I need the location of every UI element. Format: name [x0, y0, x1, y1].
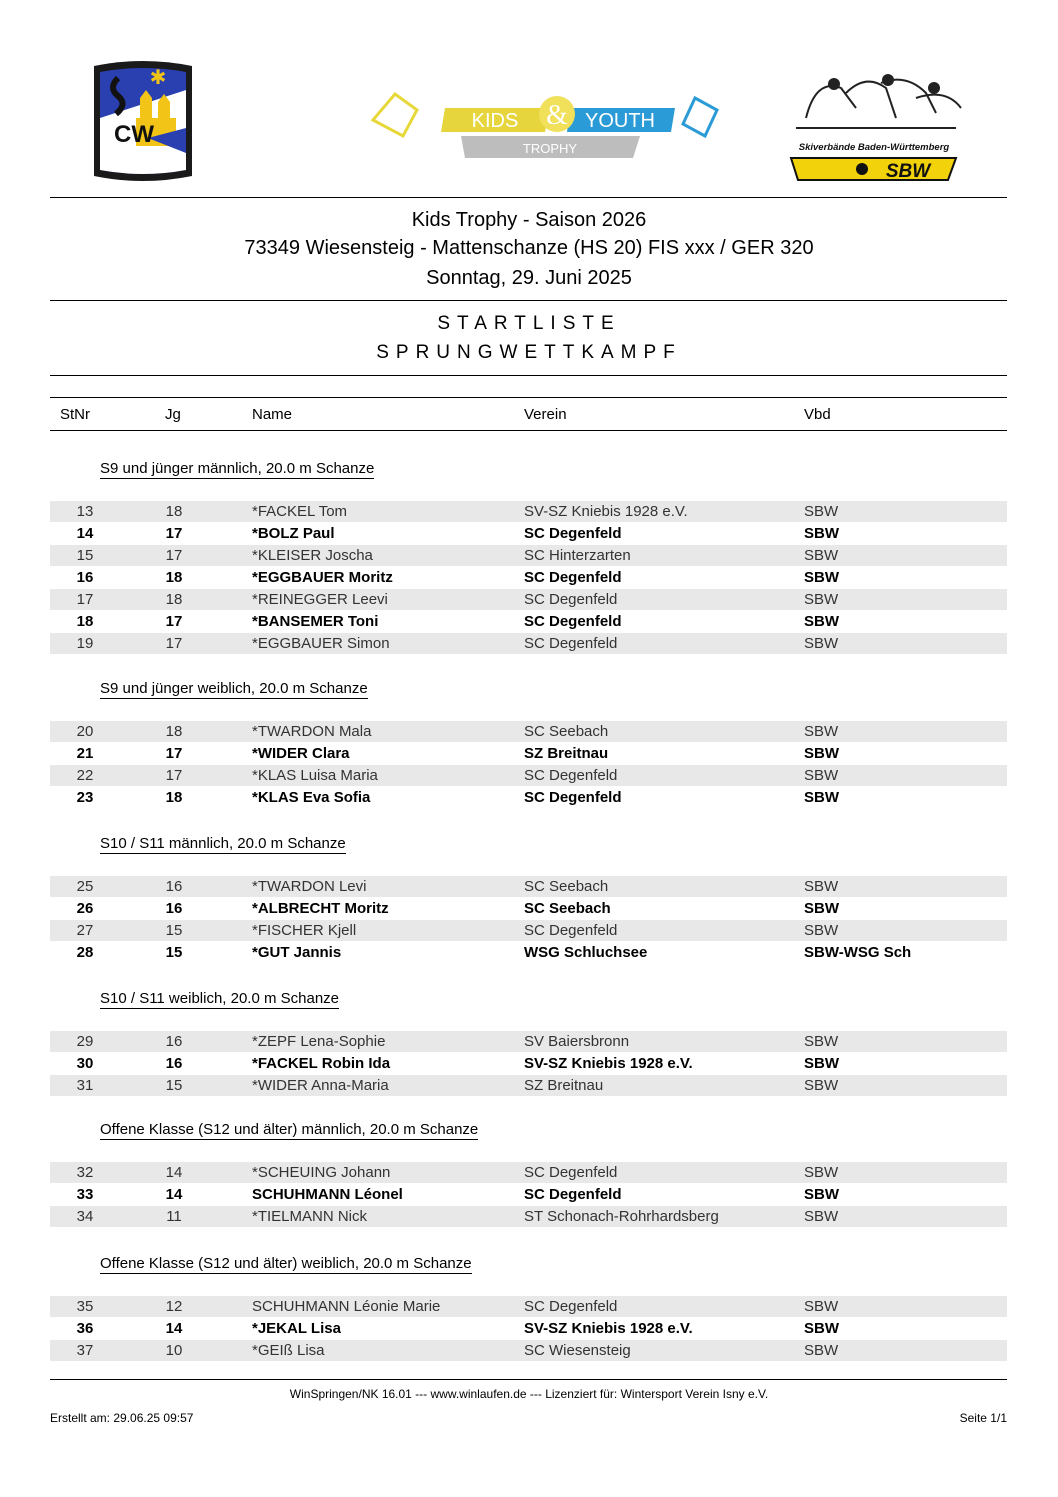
row-vbd: SBW — [804, 878, 839, 895]
group-title: S10 / S11 männlich, 20.0 m Schanze — [100, 835, 346, 852]
row-jg: 15 — [165, 944, 183, 961]
table-row — [50, 920, 1007, 941]
row-name: *ZEPF Lena-Sophie — [252, 1033, 386, 1050]
row-jg: 16 — [165, 1033, 183, 1050]
col-header-vbd: Vbd — [804, 406, 831, 423]
row-name: *TIELMANN Nick — [252, 1208, 368, 1225]
row-name: *FACKEL Robin Ida — [252, 1055, 391, 1072]
row-stnr: 22 — [76, 767, 94, 784]
group-title: S9 und jünger männlich, 20.0 m Schanze — [100, 460, 375, 477]
divider-colhdr-top — [50, 397, 1007, 398]
row-vbd: SBW — [804, 503, 839, 520]
row-name: *WIDER Clara — [252, 745, 350, 762]
sbw-caption-text: Skiverbände Baden-Württemberg — [798, 142, 950, 153]
row-vbd: SBW — [804, 767, 839, 784]
row-jg: 16 — [165, 900, 183, 917]
row-verein: SZ Breitnau — [524, 745, 609, 762]
sbw-logo — [786, 68, 966, 183]
row-vbd: SBW — [804, 1186, 839, 1203]
row-name: *GUT Jannis — [252, 944, 342, 961]
table-row — [50, 523, 1007, 544]
row-vbd: SBW — [804, 1033, 839, 1050]
row-jg: 16 — [165, 1055, 183, 1072]
row-verein: SZ Breitnau — [524, 1077, 604, 1094]
row-name: *SCHEUING Johann — [252, 1164, 391, 1181]
table-row — [50, 721, 1007, 742]
footer-software: WinSpringen/NK 16.01 --- www.winlaufen.de --- Lizenziert für: Wintersport Verein Isny e.V. — [289, 1387, 769, 1401]
table-row — [50, 942, 1007, 963]
row-name: *KLAS Luisa Maria — [252, 767, 378, 784]
row-stnr: 13 — [76, 503, 94, 520]
row-vbd: SBW — [804, 1320, 839, 1337]
row-verein: SV-SZ Kniebis 1928 e.V. — [524, 1320, 693, 1337]
col-header-name: Name — [252, 406, 293, 423]
row-stnr: 20 — [76, 723, 94, 740]
row-stnr: 23 — [76, 789, 94, 806]
row-verein: SC Degenfeld — [524, 922, 618, 939]
row-verein: ST Schonach-Rohrhardsberg — [524, 1208, 719, 1225]
row-jg: 14 — [165, 1320, 183, 1337]
row-vbd: SBW — [804, 613, 839, 630]
row-verein: SV Baiersbronn — [524, 1033, 630, 1050]
row-stnr: 15 — [76, 547, 94, 564]
row-vbd: SBW — [804, 525, 839, 542]
row-verein: SC Degenfeld — [524, 1186, 622, 1203]
row-verein: SC Degenfeld — [524, 789, 622, 806]
table-row — [50, 743, 1007, 764]
row-vbd: SBW — [804, 569, 839, 586]
footer-page: Seite 1/1 — [959, 1411, 1007, 1425]
doc-title-startliste: STARTLISTE — [437, 313, 621, 334]
table-row — [50, 1296, 1007, 1317]
table-row — [50, 1162, 1007, 1183]
table-row — [50, 765, 1007, 786]
club-logo-text: CW — [114, 121, 154, 148]
row-verein: SC Wiesensteig — [524, 1342, 631, 1359]
row-stnr: 33 — [76, 1186, 94, 1203]
row-jg: 18 — [165, 723, 183, 740]
row-vbd: SBW — [804, 745, 839, 762]
row-stnr: 28 — [76, 944, 94, 961]
row-stnr: 29 — [76, 1033, 94, 1050]
club-logo-left — [88, 58, 198, 184]
group-title: Offene Klasse (S12 und älter) männlich, 20.0 m Schanze — [100, 1121, 479, 1138]
row-stnr: 16 — [76, 569, 94, 586]
row-name: *WIDER Anna-Maria — [252, 1077, 389, 1094]
event-date: Sonntag, 29. Juni 2025 — [426, 267, 632, 289]
table-row — [50, 1184, 1007, 1205]
col-header-stnr: StNr — [60, 406, 90, 423]
row-stnr: 27 — [76, 922, 94, 939]
row-vbd: SBW — [804, 547, 839, 564]
logo-trophy-text: TROPHY — [522, 141, 578, 156]
logo-kids-text: KIDS — [471, 110, 519, 132]
row-name: *TWARDON Mala — [252, 723, 372, 740]
event-title: Kids Trophy - Saison 2026 — [411, 209, 647, 231]
table-row — [50, 787, 1007, 808]
row-jg: 16 — [165, 878, 183, 895]
row-jg: 17 — [165, 525, 183, 542]
row-vbd: SBW — [804, 1342, 839, 1359]
kids-youth-trophy-logo — [365, 80, 730, 164]
row-name: *FISCHER Kjell — [252, 922, 357, 939]
row-verein: SC Degenfeld — [524, 1298, 618, 1315]
row-verein: WSG Schluchsee — [524, 944, 648, 961]
row-jg: 12 — [165, 1298, 183, 1315]
row-stnr: 36 — [76, 1320, 94, 1337]
divider-footer — [50, 1379, 1007, 1380]
row-vbd: SBW — [804, 1164, 839, 1181]
table-row — [50, 501, 1007, 522]
divider-colhdr-bottom — [50, 430, 1007, 431]
table-row — [50, 545, 1007, 566]
row-vbd: SBW — [804, 1055, 839, 1072]
row-verein: SC Degenfeld — [524, 1164, 618, 1181]
group-title: S9 und jünger weiblich, 20.0 m Schanze — [100, 680, 368, 697]
row-name: *BANSEMER Toni — [252, 613, 379, 630]
row-name: *EGGBAUER Moritz — [252, 569, 393, 586]
svg-text:✱: ✱ — [149, 67, 167, 89]
row-name: SCHUHMANN Léonel — [252, 1186, 403, 1203]
row-jg: 17 — [165, 745, 183, 762]
sbw-logo-text: SBW — [885, 161, 931, 182]
row-stnr: 14 — [76, 525, 94, 542]
logo-youth-text: YOUTH — [585, 110, 655, 132]
row-verein: SC Degenfeld — [524, 525, 622, 542]
row-jg: 18 — [165, 591, 183, 608]
row-stnr: 25 — [76, 878, 94, 895]
row-jg: 18 — [165, 503, 183, 520]
group-title: S10 / S11 weiblich, 20.0 m Schanze — [100, 990, 340, 1007]
row-verein: SC Degenfeld — [524, 635, 618, 652]
col-header-verein: Verein — [524, 406, 567, 423]
row-name: *REINEGGER Leevi — [252, 591, 388, 608]
row-stnr: 19 — [76, 635, 94, 652]
row-stnr: 34 — [76, 1208, 94, 1225]
table-row — [50, 1318, 1007, 1339]
logo-amp-text: & — [546, 100, 568, 131]
row-stnr: 26 — [76, 900, 94, 917]
row-stnr: 21 — [76, 745, 94, 762]
row-name: *KLEISER Joscha — [252, 547, 373, 564]
row-stnr: 30 — [76, 1055, 94, 1072]
row-verein: SC Degenfeld — [524, 591, 618, 608]
table-row — [50, 1053, 1007, 1074]
row-verein: SC Degenfeld — [524, 569, 622, 586]
row-verein: SC Degenfeld — [524, 613, 622, 630]
row-verein: SV-SZ Kniebis 1928 e.V. — [524, 503, 688, 520]
row-verein: SC Seebach — [524, 878, 609, 895]
row-name: *GEIß Lisa — [252, 1342, 325, 1359]
row-verein: SC Hinterzarten — [524, 547, 631, 564]
table-row — [50, 611, 1007, 632]
row-name: *FACKEL Tom — [252, 503, 348, 520]
row-stnr: 32 — [76, 1164, 94, 1181]
row-name: *ALBRECHT Moritz — [252, 900, 389, 917]
row-name: *JEKAL Lisa — [252, 1320, 341, 1337]
row-verein: SV-SZ Kniebis 1928 e.V. — [524, 1055, 693, 1072]
row-stnr: 31 — [76, 1077, 94, 1094]
table-row — [50, 1206, 1007, 1227]
table-row — [50, 633, 1007, 654]
row-jg: 18 — [165, 789, 183, 806]
row-vbd: SBW — [804, 723, 839, 740]
row-jg: 15 — [165, 1077, 183, 1094]
table-row — [50, 589, 1007, 610]
divider-header — [50, 300, 1007, 301]
table-row — [50, 876, 1007, 897]
row-verein: SC Degenfeld — [524, 767, 618, 784]
row-jg: 17 — [165, 767, 183, 784]
row-vbd: SBW — [804, 635, 839, 652]
row-verein: SC Seebach — [524, 723, 609, 740]
row-stnr: 37 — [76, 1342, 94, 1359]
table-row — [50, 1031, 1007, 1052]
row-vbd: SBW — [804, 789, 839, 806]
divider-top — [50, 197, 1007, 198]
row-verein: SC Seebach — [524, 900, 611, 917]
row-name: *TWARDON Levi — [252, 878, 367, 895]
row-vbd: SBW-WSG Sch — [804, 944, 912, 961]
event-venue: 73349 Wiesensteig - Mattenschanze (HS 20) FIS xxx / GER 320 — [244, 237, 814, 259]
row-vbd: SBW — [804, 1298, 839, 1315]
row-name: SCHUHMANN Léonie Marie — [252, 1298, 441, 1315]
row-name: *BOLZ Paul — [252, 525, 335, 542]
row-vbd: SBW — [804, 1208, 839, 1225]
row-vbd: SBW — [804, 591, 839, 608]
row-vbd: SBW — [804, 1077, 839, 1094]
row-jg: 17 — [165, 547, 183, 564]
row-jg: 14 — [165, 1186, 183, 1203]
row-name: *EGGBAUER Simon — [252, 635, 390, 652]
table-row — [50, 1340, 1007, 1361]
row-jg: 17 — [165, 635, 183, 652]
table-row — [50, 567, 1007, 588]
row-stnr: 35 — [76, 1298, 94, 1315]
row-jg: 14 — [165, 1164, 183, 1181]
row-stnr: 18 — [76, 613, 94, 630]
row-jg: 17 — [165, 613, 183, 630]
col-header-jg: Jg — [165, 406, 181, 423]
divider-title — [50, 375, 1007, 376]
row-jg: 15 — [165, 922, 183, 939]
row-vbd: SBW — [804, 900, 839, 917]
row-jg: 10 — [165, 1342, 183, 1359]
row-jg: 11 — [166, 1208, 182, 1225]
row-jg: 18 — [165, 569, 183, 586]
group-title: Offene Klasse (S12 und älter) weiblich, 20.0 m Schanze — [100, 1255, 472, 1272]
footer-created: Erstellt am: 29.06.25 09:57 — [50, 1411, 194, 1425]
doc-title-sprungwettkampf: SPRUNGWETTKAMPF — [376, 342, 682, 363]
row-name: *KLAS Eva Sofia — [252, 789, 371, 806]
table-row — [50, 898, 1007, 919]
table-row — [50, 1075, 1007, 1096]
row-stnr: 17 — [76, 591, 94, 608]
row-vbd: SBW — [804, 922, 839, 939]
